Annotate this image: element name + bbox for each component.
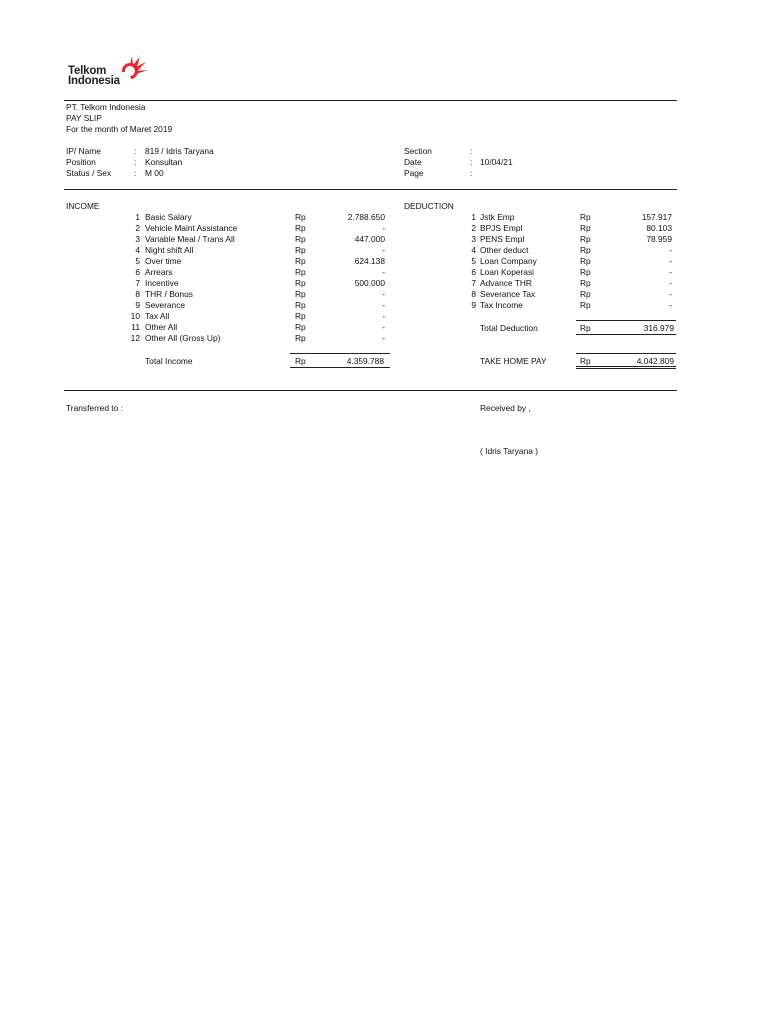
deduction-row-number: 4: [471, 245, 476, 255]
total-income-overline: [290, 353, 390, 354]
income-row-number: 12: [130, 333, 140, 343]
income-row-number: 1: [135, 212, 140, 222]
doc-title: PAY SLIP: [66, 113, 102, 123]
income-row-amount: -: [382, 289, 385, 299]
info-colon: :: [470, 168, 473, 178]
deduction-row-amount: 80.103: [646, 223, 672, 233]
info-colon: :: [134, 168, 137, 178]
take-home-pay-underline-2: [576, 368, 676, 369]
income-row-number: 8: [135, 289, 140, 299]
deduction-row-number: 3: [471, 234, 476, 244]
income-row-amount: -: [382, 311, 385, 321]
company-logo: [68, 56, 158, 94]
take-home-pay-currency: Rp: [580, 356, 591, 366]
deduction-row-amount: -: [669, 289, 672, 299]
income-row-number: 11: [131, 322, 140, 332]
total-deduction-amount: 316.979: [643, 323, 674, 333]
logo-line2: Indonesia: [68, 75, 120, 87]
income-row-currency: Rp: [295, 322, 306, 332]
transferred-to: Transferred to :: [66, 403, 123, 413]
total-deduction-underline: [576, 334, 676, 335]
income-row-name: Night shift All: [145, 245, 194, 255]
income-row-name: Severance: [145, 300, 186, 310]
info-value: Konsultan: [145, 157, 183, 167]
deduction-row-currency: Rp: [580, 256, 591, 266]
logo-wordmark: [68, 66, 120, 86]
deduction-heading: DEDUCTION: [404, 201, 454, 211]
income-row-currency: Rp: [295, 289, 306, 299]
deduction-row-name: Other deduct: [480, 245, 529, 255]
info-colon: :: [470, 146, 473, 156]
income-row-name: Other All (Gross Up): [145, 333, 221, 343]
deduction-row-currency: Rp: [580, 223, 591, 233]
income-row-number: 9: [135, 300, 140, 310]
company-name: PT. Telkom Indonesia: [66, 102, 146, 112]
income-row-currency: Rp: [295, 234, 306, 244]
info-value: 819 / Idris Taryana: [145, 146, 214, 156]
income-row-amount: 624.138: [354, 256, 385, 266]
income-row-currency: Rp: [295, 278, 306, 288]
total-deduction-label: Total Deduction: [480, 323, 538, 333]
info-label: Status / Sex: [66, 168, 112, 178]
income-row-name: Vehicle Maint Assistance: [145, 223, 238, 233]
income-row-amount: -: [382, 267, 385, 277]
info-label: Date: [404, 157, 422, 167]
deduction-row-amount: -: [669, 245, 672, 255]
deduction-row-currency: Rp: [580, 212, 591, 222]
income-row-name: Tax All: [145, 311, 170, 321]
info-label: Page: [404, 168, 424, 178]
income-row-number: 5: [135, 256, 140, 266]
deduction-row-name: Jstk Emp: [480, 212, 515, 222]
income-row-currency: Rp: [295, 300, 306, 310]
income-row-name: Variable Meal / Trans All: [145, 234, 235, 244]
income-row-currency: Rp: [295, 311, 306, 321]
take-home-pay-overline: [576, 353, 676, 354]
telkom-sun-icon: [114, 56, 150, 82]
section-rule: [64, 189, 677, 190]
deduction-row-currency: Rp: [580, 289, 591, 299]
deduction-row-number: 1: [471, 212, 476, 222]
info-colon: :: [134, 157, 137, 167]
deduction-row-amount: -: [669, 256, 672, 266]
income-row-amount: -: [382, 300, 385, 310]
footer-rule: [64, 390, 677, 391]
deduction-row-currency: Rp: [580, 278, 591, 288]
income-row-currency: Rp: [295, 212, 306, 222]
income-row-currency: Rp: [295, 267, 306, 277]
deduction-row-currency: Rp: [580, 267, 591, 277]
income-row-name: Other All: [145, 322, 178, 332]
take-home-pay-underline-1: [576, 366, 676, 367]
deduction-row-amount: 157.917: [641, 212, 672, 222]
income-row-currency: Rp: [295, 256, 306, 266]
deduction-row-number: 9: [471, 300, 476, 310]
income-row-amount: -: [382, 223, 385, 233]
income-row-amount: 447.000: [354, 234, 385, 244]
deduction-row-name: Loan Koperasi: [480, 267, 535, 277]
deduction-row-number: 7: [471, 278, 476, 288]
deduction-row-number: 6: [471, 267, 476, 277]
income-row-name: Over time: [145, 256, 182, 266]
header-rule: [64, 100, 677, 101]
received-by: Received by ,: [480, 403, 531, 413]
deduction-row-name: Loan Company: [480, 256, 537, 266]
deduction-row-number: 8: [471, 289, 476, 299]
income-row-number: 10: [130, 311, 140, 321]
info-value: 10/04/21: [480, 157, 513, 167]
total-deduction-currency: Rp: [580, 323, 591, 333]
deduction-row-amount: -: [669, 300, 672, 310]
deduction-row-currency: Rp: [580, 245, 591, 255]
info-label: Position: [66, 157, 96, 167]
income-row-number: 3: [135, 234, 140, 244]
total-income-amount: 4.359.788: [346, 356, 384, 366]
signature-name: ( Idris Taryana ): [480, 446, 539, 456]
info-value: M 00: [145, 168, 164, 178]
logo-line1: Telkom: [68, 65, 107, 77]
income-row-name: Basic Salary: [145, 212, 192, 222]
info-label: Section: [404, 146, 432, 156]
info-colon: :: [134, 146, 137, 156]
income-row-currency: Rp: [295, 223, 306, 233]
income-row-currency: Rp: [295, 245, 306, 255]
deduction-row-number: 5: [471, 256, 476, 266]
deduction-row-number: 2: [471, 223, 476, 233]
total-deduction-overline: [576, 320, 676, 321]
deduction-row-name: Tax Income: [480, 300, 523, 310]
take-home-pay-label: TAKE HOME PAY: [480, 356, 547, 366]
take-home-pay-amount: 4.042.809: [636, 356, 674, 366]
income-row-number: 6: [135, 267, 140, 277]
income-row-amount: 500.000: [354, 278, 385, 288]
income-row-amount: 2.788.650: [347, 212, 385, 222]
income-row-name: THR / Bonus: [145, 289, 193, 299]
deduction-row-currency: Rp: [580, 300, 591, 310]
income-row-amount: -: [382, 322, 385, 332]
deduction-row-name: Advance THR: [480, 278, 532, 288]
income-row-currency: Rp: [295, 333, 306, 343]
total-income-currency: Rp: [295, 356, 306, 366]
income-row-number: 2: [135, 223, 140, 233]
income-row-number: 7: [135, 278, 140, 288]
income-row-number: 4: [135, 245, 140, 255]
deduction-row-currency: Rp: [580, 234, 591, 244]
income-row-amount: -: [382, 333, 385, 343]
income-row-amount: -: [382, 245, 385, 255]
deduction-row-name: PENS Empl: [480, 234, 525, 244]
income-row-name: Arrears: [145, 267, 173, 277]
deduction-row-name: BPJS Empl: [480, 223, 523, 233]
total-income-label: Total Income: [145, 356, 193, 366]
total-income-underline: [290, 367, 390, 368]
income-row-name: Incentive: [145, 278, 179, 288]
deduction-row-amount: 78.959: [646, 234, 672, 244]
info-label: IP/ Name: [66, 146, 101, 156]
pay-period: For the month of Maret 2019: [66, 124, 173, 134]
deduction-row-amount: -: [669, 267, 672, 277]
deduction-row-amount: -: [669, 278, 672, 288]
deduction-row-name: Severance Tax: [480, 289, 536, 299]
info-colon: :: [470, 157, 473, 167]
income-heading: INCOME: [66, 201, 100, 211]
